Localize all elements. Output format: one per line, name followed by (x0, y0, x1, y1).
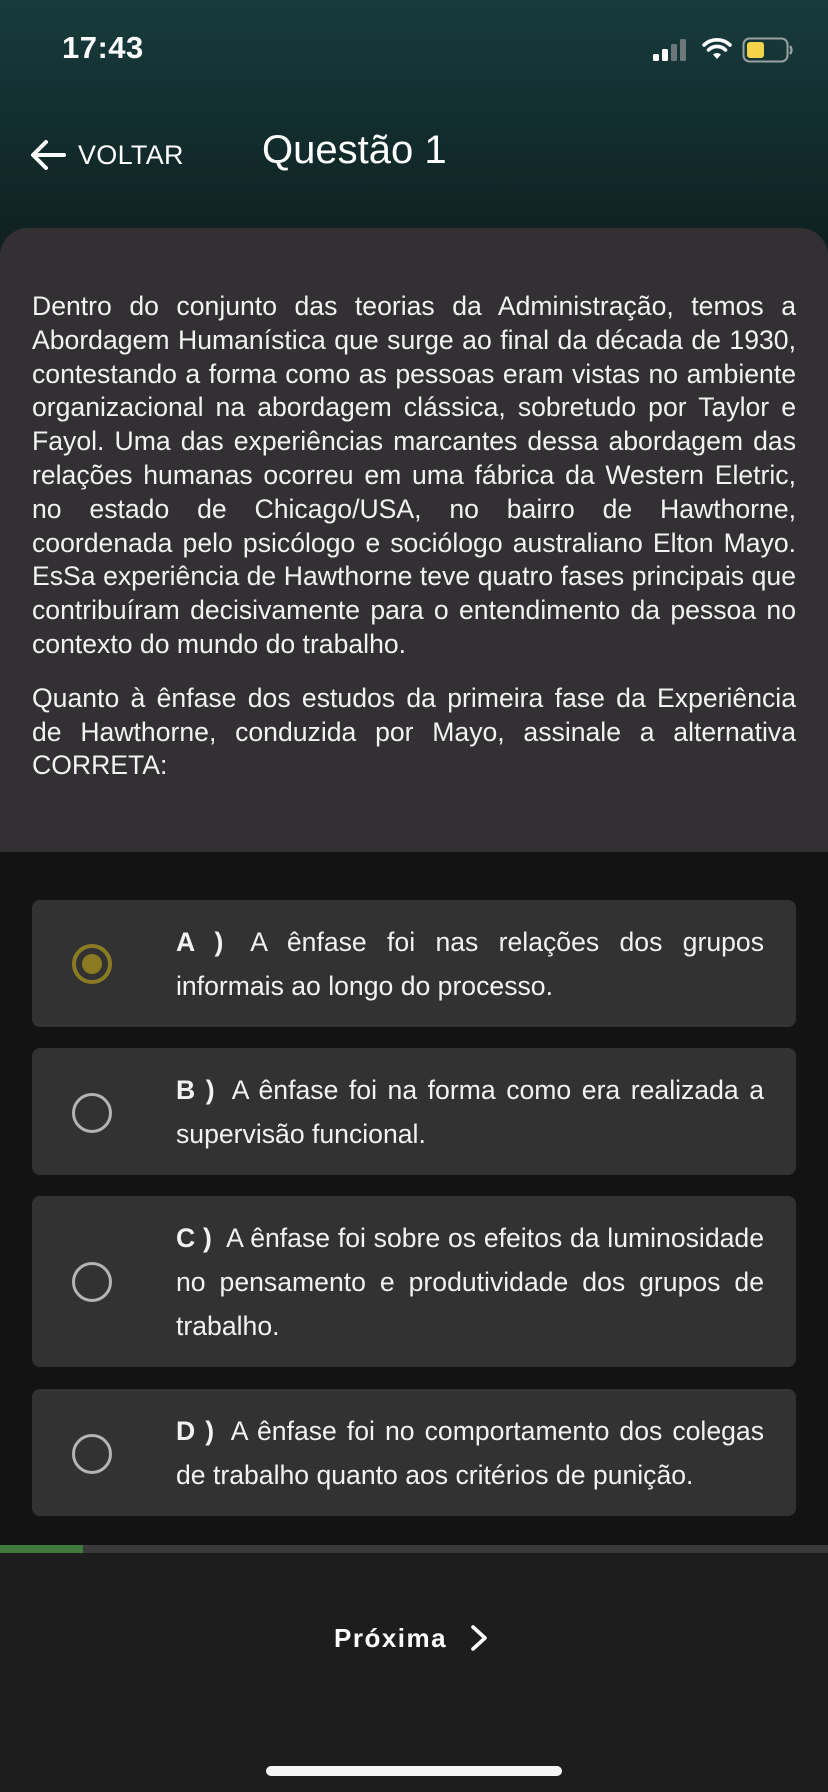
navigation-bar (0, 120, 828, 190)
next-label: Próxima (334, 1622, 448, 1653)
option-c-text (176, 1216, 764, 1348)
radio-selected-icon[interactable] (72, 944, 112, 984)
option-a-label: A ênfase foi nas relações dos grupos informais ao longo do processo. (176, 927, 765, 1001)
option-b-label: A ênfase foi na forma como era realizada a supervisão funcional. (176, 1075, 765, 1149)
radio-unselected-icon[interactable] (72, 1434, 112, 1474)
battery-icon (742, 37, 794, 63)
question-prompt: Quanto à ênfase dos estudos da primeira fase da Experiência de Hawthorne, conduzida por Mayo, assinale a alternativa CORRETA: (32, 682, 796, 781)
status-bar (0, 0, 828, 100)
option-b-letter: B ) (176, 1075, 215, 1105)
option-b[interactable] (32, 1048, 796, 1175)
back-label: VOLTAR (78, 139, 184, 170)
chevron-right-icon (467, 1623, 491, 1653)
radio-unselected-icon[interactable] (72, 1262, 112, 1302)
status-time: 17:43 (62, 30, 144, 65)
signal-icon (652, 38, 690, 62)
option-c-letter: C ) (176, 1223, 212, 1253)
option-c-label: A ênfase foi sobre os efeitos da luminosidade no pensamento e produtividade dos grupos de trabalho. (176, 1223, 765, 1341)
page-title: Questão 1 (262, 128, 447, 172)
back-button[interactable] (28, 130, 184, 180)
arrow-left-icon (28, 135, 68, 175)
option-a[interactable] (32, 900, 796, 1027)
next-button[interactable] (334, 1613, 491, 1663)
progress-fill (0, 1545, 83, 1553)
option-d-letter: D ) (176, 1416, 215, 1446)
question-card (0, 228, 828, 852)
home-indicator (266, 1766, 562, 1776)
progress-bar (0, 1545, 828, 1553)
question-paragraph: Dentro do conjunto das teorias da Administração, temos a Abordagem Humanística que surge ao final da década de 1930, contestando a forma como as pessoas eram vistas no ambiente organizacional na abordagem clássica, sobretudo por Taylor e Fayol. Uma das experiências marcantes dessa abordagem das relações humanas ocorreu em uma fábrica da Western Eletric, no estado de Chicago/USA, no bairro de Hawthorne, coordenada pelo psicólogo e sociólogo australiano Elton Mayo. EsSa experiência de Hawthorne teve quatro fases principais que contribuíram decisivamente para o entendimento da pessoa no contexto do mundo do trabalho. (32, 291, 796, 659)
option-d-label: A ênfase foi no comportamento dos colegas de trabalho quanto aos critérios de punição. (176, 1416, 765, 1490)
footer (0, 1553, 828, 1792)
option-c[interactable] (32, 1196, 796, 1367)
radio-unselected-icon[interactable] (72, 1093, 112, 1133)
option-b-text (176, 1068, 764, 1156)
option-a-letter: A ) (176, 927, 224, 957)
option-a-text (176, 920, 764, 1008)
option-d[interactable] (32, 1389, 796, 1516)
wifi-icon (701, 36, 733, 62)
option-d-text (176, 1409, 764, 1497)
